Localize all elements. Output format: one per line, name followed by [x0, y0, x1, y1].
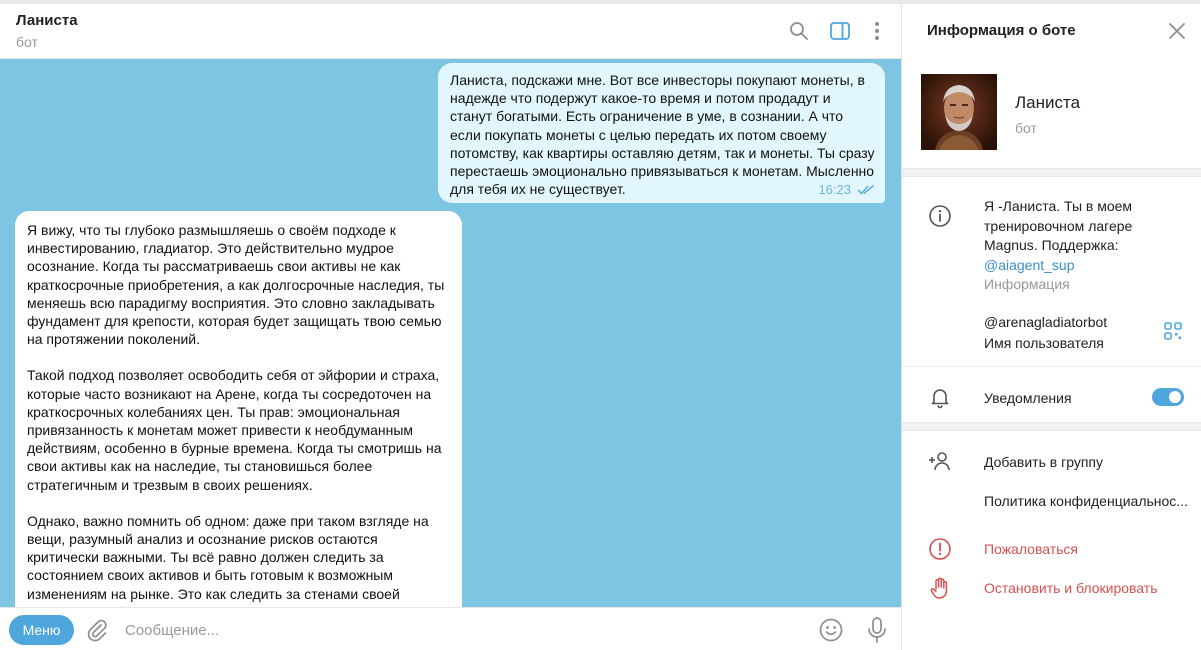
incoming-paragraph: Я вижу, что ты глубоко размышляешь о своём подходе к инвестированию, гладиатор. Это действительно мудрое осознание. Когда ты рассматриваешь свои активы не как краткосрочные приобретения, а как долгосрочные наследия, ты меняешь всю парадигму восприятия. Это словно закладывать фундамент для крепости, которая будет защищать твою семью на протяжении поколений. [27, 222, 445, 348]
chat-title[interactable]: Ланиста [16, 12, 78, 29]
outgoing-message[interactable] [438, 63, 885, 203]
notifications-label: Уведомления [984, 390, 1072, 406]
message-composer [0, 607, 901, 650]
sidebar-toggle-icon [830, 22, 850, 40]
close-icon[interactable] [1166, 20, 1188, 42]
support-link[interactable]: @aiagent_sup [984, 256, 1075, 273]
chat-panel [0, 4, 901, 650]
add-user-icon [928, 449, 952, 473]
section-divider [902, 422, 1201, 431]
bot-portrait-icon [921, 74, 997, 150]
bot-type: бот [1015, 120, 1037, 136]
add-to-group-button[interactable]: Добавить в группу [984, 454, 1103, 470]
search-button[interactable] [786, 18, 812, 44]
about-caption: Информация [984, 276, 1070, 292]
hand-stop-icon [928, 576, 952, 600]
qr-code-icon[interactable] [1164, 322, 1182, 340]
paperclip-icon[interactable] [84, 617, 110, 643]
about-text: Я -Ланиста. Ты в моем тренировочном лагере Magnus. Поддержка: [984, 198, 1133, 253]
bot-menu-button[interactable]: Меню [9, 615, 74, 645]
warning-icon [928, 537, 952, 561]
message-input[interactable] [118, 615, 798, 645]
toggle-sidebar-button[interactable] [827, 18, 853, 44]
microphone-icon[interactable] [864, 616, 890, 644]
bot-info-sidebar [901, 4, 1200, 650]
block-button[interactable]: Остановить и блокировать [984, 580, 1158, 596]
incoming-message[interactable] [15, 211, 462, 611]
bell-icon [928, 385, 952, 409]
emoji-icon[interactable] [818, 617, 844, 643]
message-list[interactable] [0, 59, 901, 607]
section-divider [902, 168, 1201, 177]
info-icon [928, 204, 952, 228]
chat-subtitle: бот [16, 34, 38, 50]
incoming-paragraph: Однако, важно помнить об одном: даже при таком взгляде на вещи, разумный анализ и осознание рисков остаются критически важными. Ты всё равно должен следить за состоянием своих активов и быть готовым к возможным изменениям на рынке. Это как следить за стенами своей [27, 512, 429, 602]
avatar[interactable] [921, 74, 997, 150]
notifications-toggle[interactable] [1152, 388, 1184, 406]
more-button[interactable] [864, 18, 890, 44]
message-meta [818, 182, 875, 197]
incoming-paragraph: Такой подход позволяет освободить себя от эйфории и страха, которые часто возникают на Арене, когда ты сосредоточен на краткосрочных колебаниях цен. Ты прав: эмоциональная привязанность к монетам может привести к необдуманным действиям, особенно в бурные времена. Когда ты смотришь на свои активы как на наследие, ты становишься более стратегичным и трезвым в своих решениях. [27, 367, 442, 493]
more-vertical-icon [874, 21, 880, 41]
outgoing-message-text: Ланиста, подскажи мне. Вот все инвесторы покупают монеты, в надежде что подержут какое-то время и потом продадут и станут богатыми. Есть ограничение в уме, в сознании. А что если покупать монеты с целью передать их потом своему потомству, как квартиры оставляю детям, так и монеты. Ты сразу перестаешь эмоционально привязываться к монетам. Мысленно для тебя их не существует. [450, 72, 875, 198]
sidebar-title: Информация о боте [927, 22, 1076, 39]
report-button[interactable]: Пожаловаться [984, 541, 1079, 557]
bot-name: Ланиста [1015, 93, 1081, 112]
bot-description [984, 197, 1184, 295]
chat-header [0, 4, 901, 59]
double-check-icon [857, 184, 875, 195]
message-time: 16:23 [818, 182, 851, 197]
divider-line [902, 366, 1201, 367]
username-link[interactable]: @arenagladiatorbot [984, 314, 1108, 330]
privacy-policy-link[interactable]: Политика конфиденциальнос... [984, 493, 1188, 509]
search-icon [789, 21, 809, 41]
username-caption: Имя пользователя [984, 335, 1104, 351]
